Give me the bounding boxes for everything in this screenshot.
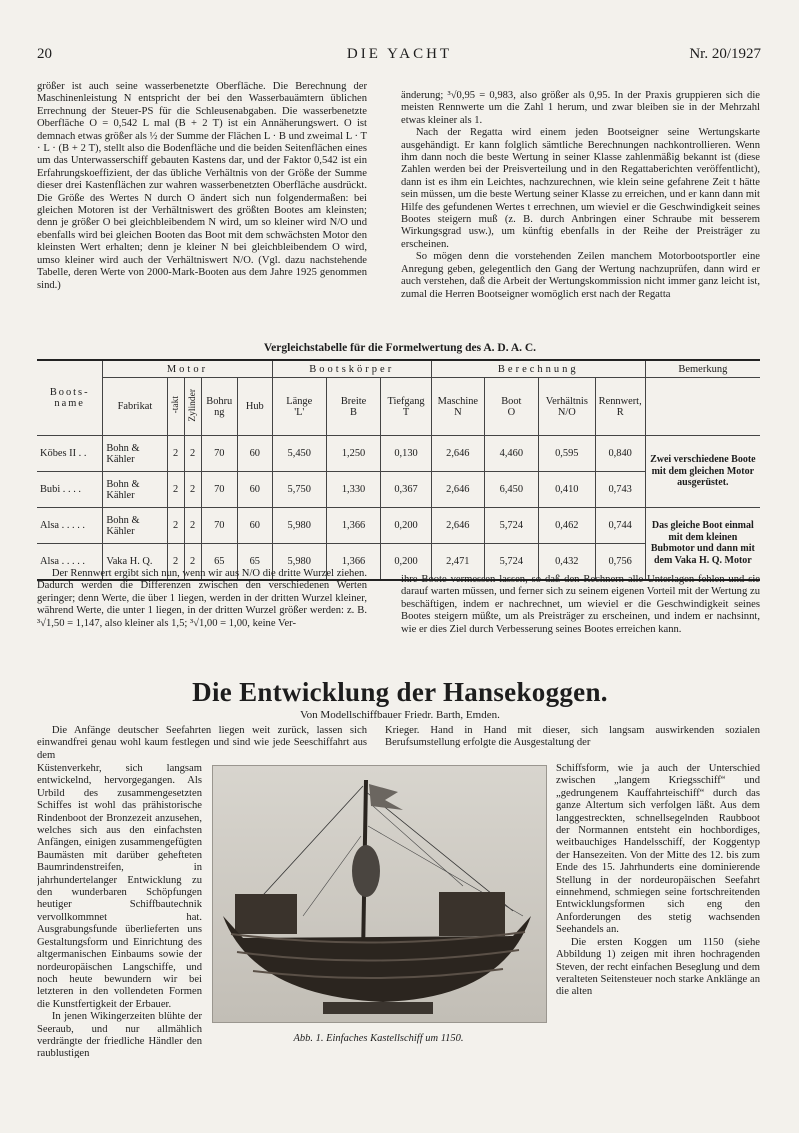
cell-verhaeltnis: 0,462	[538, 508, 595, 544]
cell-tiefgang: 0,200	[381, 508, 432, 544]
cell-bohrung: 70	[201, 472, 237, 508]
ship-illustration	[213, 766, 546, 1022]
lead-right: Krieger. Hand in Hand mit dieser, sich langsam auswirkenden sozialen Berufsumstellung erfolgte die Ausgestaltung der	[385, 725, 760, 749]
cell-maschine: 2,646	[431, 436, 484, 472]
cell-takt: 2	[167, 436, 184, 472]
col-breite: Breite B	[326, 378, 380, 436]
cell-zylinder: 2	[184, 508, 201, 544]
cell-takt: 2	[167, 508, 184, 544]
ship-photo	[212, 765, 547, 1023]
paragraph: Schiffsform, wie ja auch der Unterschied zwischen „langem Kriegsschiff“ und „gedrungenem Kauffahrteischiff“ durch das ganze Altertum sich verfolgen läßt. Aus dem langgestreckten, schnellsegelnden Raubboot der Normannen entsteht ein hochbordiges, weitbauchiges Handelsschiff, der Koggentyp der Hansezeiten. Von der Mitte des 12. bis zum Ende des 15. Jahrhunderts eine dominierende Stellung in der nordeuropäischen Seefahrt einnehmend, schmiegen seine fortschreitenden Entwicklungsformen sich eng den Anforderungen des stetig wachsenden Seehandels an.	[556, 763, 760, 936]
col-hub: Hub	[237, 378, 272, 436]
cell-boatname: Bubi . . . .	[37, 472, 103, 508]
paragraph: größer ist auch seine wasserbenetzte Oberfläche. Die Berechnung der Maschinenleistung N entspricht der bei den Wasserbauämtern üblichen Errechnung der Steuer-PS für die Schleusenabgaben. Die wasserbenetzte Oberfläche O = 0,542 L mal (B + 2 T) ist ein Annäherungswert. O ist demnach etwas größer als ½ der Summe der Flächen L · B und zweimal L · T · L · (B + 2 T), stellt also die Bodenfläche und die beiden Seitenflächen eines um das Unterwasserschiff gebauten Kastens dar, und der Faktor 0,542 ist ein Erfahrungskoeffizient, der das übliche Verhältnis von der Größe der Summe dieser drei Kastenflächen zur wahren wasserbenetzten Oberfläche ausdrückt. Die Größe des Wertes N durch O ändert sich nun folgendermaßen: bei gleichen Motoren ist der Verhältniswert des größten Bootes am kleinsten; denn je größer O bei gleichbleibendem N wird, um so kleiner wird N/O und ebenfalls wird bei gleichen Booten das Boot mit dem schwächsten Motor den kleinsten Wert erhalten; denn je kleiner N bei gleichbleibendem O wird, umso kleiner wird auch der Verhältniswert N/O. (Vgl. dazu nachstehende Tabelle, deren Werte von 2000-Mark-Booten aus dem Jahre 1925 genommen sind.)	[37, 81, 367, 291]
cell-hub: 60	[237, 472, 272, 508]
cell-hub: 65	[237, 544, 272, 580]
cell-laenge: 5,980	[272, 544, 326, 580]
comparison-table	[37, 359, 760, 581]
cell-boot: 5,724	[484, 508, 538, 544]
col-laenge: Länge 'L'	[272, 378, 326, 436]
col-boatname: Boots- name	[37, 360, 103, 436]
cell-fabrikat: Bohn & Kähler	[103, 508, 167, 544]
table-row	[37, 508, 760, 544]
page-number: 20	[37, 46, 52, 62]
cell-boatname: Alsa . . . . .	[37, 544, 103, 580]
column-article-left	[37, 763, 202, 1058]
cell-maschine: 2,646	[431, 472, 484, 508]
col-tiefgang: Tiefgang T	[381, 378, 432, 436]
cell-fabrikat: Bohn & Kähler	[103, 472, 167, 508]
cell-rennwert: 0,756	[595, 544, 645, 580]
col-rennwert: Rennwert, R	[595, 378, 645, 436]
cell-laenge: 5,450	[272, 436, 326, 472]
cell-verhaeltnis: 0,410	[538, 472, 595, 508]
group-hull: Bootskörper	[272, 360, 431, 378]
cell-rennwert: 0,840	[595, 436, 645, 472]
remark-1: Zwei verschiedene Boote mit dem gleichen Motor ausgerüstet.	[645, 436, 760, 508]
cell-bohrung: 70	[201, 508, 237, 544]
paragraph: Nach der Regatta wird einem jeden Bootseigner seine Wertungskarte ausgehändigt. Er kann folglich sämtliche Berechnungen nachkontrollieren. Wenn ihm dann noch die beste Wertung in seiner Klasse zahlenmäßig bekannt ist (diese Zahlen werden bei der Preisverteilung und in den Regattaberichten veröffentlicht), dann ist es ihm ein Leichtes, nachzurechnen, wie klein seine gefahrene Zeit t hätte sein müssen, um die beste Wertung seiner Klasse zu erreichen, und er kann dann mit Hilfe des gefundenen Wertes t errechnen, um wieviel er die Geschwindigkeit seines Bootes steigern muß (z. B. durch Anbringen einer Schraube mit besserem Wirkungsgrad usw.), um künftig ebenfalls in der Reihe der Preisträger zu erscheinen.	[401, 127, 760, 250]
cell-laenge: 5,750	[272, 472, 326, 508]
cell-breite: 1,366	[326, 544, 380, 580]
lead-left: Die Anfänge deutscher Seefahrten liegen weit zurück, lassen sich einwandfrei genau wohl kaum festlegen und sind wie jede Seeschiffahrt aus dem	[37, 725, 367, 761]
remark-2: Das gleiche Boot einmal mit dem kleinen Bubmotor und dann mit dem Vaka H. Q. Motor	[645, 508, 760, 580]
group-calc: Berechnung	[431, 360, 645, 378]
col-bohrung: Bohrung	[201, 378, 237, 436]
cell-maschine: 2,646	[431, 508, 484, 544]
group-motor: Motor	[103, 360, 272, 378]
cell-bohrung: 65	[201, 544, 237, 580]
paragraph: In jenen Wikingerzeiten blühte der Seeraub, und nur allmählich verdrängte der friedliche Händler den raublustigen	[37, 1011, 202, 1058]
col-takt: -takt	[170, 396, 181, 414]
column-article-right	[556, 763, 760, 1058]
paragraph: Die ersten Koggen um 1150 (siehe Abbildung 1) zeigen mit ihren hochragenden Steven, der recht einfachen Beseglung und dem veralteten Seitensteuer noch starke Anklänge an die alten	[556, 936, 760, 998]
cell-laenge: 5,980	[272, 508, 326, 544]
cell-tiefgang: 0,130	[381, 436, 432, 472]
article-title: Die Entwicklung der Hansekoggen.	[192, 677, 608, 707]
cell-maschine: 2,471	[431, 544, 484, 580]
magazine-title: DIE YACHT	[346, 46, 453, 62]
column-top-left	[37, 81, 367, 339]
cell-tiefgang: 0,367	[381, 472, 432, 508]
cell-fabrikat: Vaka H. Q.	[103, 544, 167, 580]
cell-boot: 4,460	[484, 436, 538, 472]
cell-takt: 2	[167, 472, 184, 508]
issue-number: Nr. 20/1927	[689, 46, 761, 62]
column-mid-left: Der Rennwert ergibt sich nun, wenn wir aus N/O die dritte Wurzel ziehen. Dadurch werden die Differenzen zwischen den verschiedenen Werten geringer; denn Werte, die über 1 liegen, werden in der dritten Wurzel kleiner, während Werte, die unter 1 liegen, in der dritten Wurzel größer werden: z. B. ³√1,50 = 1,147, also kleiner als 1,5; ³√1,00 = 1,00, keine Ver-	[37, 568, 367, 629]
cell-hub: 60	[237, 436, 272, 472]
cell-zylinder: 2	[184, 472, 201, 508]
table-row	[37, 436, 760, 472]
cell-breite: 1,250	[326, 436, 380, 472]
col-zylinder: Zylinder	[187, 388, 198, 422]
cell-rennwert: 0,744	[595, 508, 645, 544]
article-byline: Von Modellschiffbauer Friedr. Barth, Emden.	[300, 709, 500, 721]
paragraph: Küstenverkehr, sich langsam entwickelnd, hervorgegangen. Als Urbild des zusammengesetzten Schiffes ist wohl das prähistorische Rindenboot der Bronzezeit anzusehen, welches sich aus den einfachsten Anfängen, einigen zusammengefügten Baumästen mit darüber gehefteten Baumrindenstreifen, in jahrhundertelanger Entwicklung zu den wunderbaren Schöpfungen heutiger Schiffbautechnik vervollkommnet hat. Ausgrabungsfunde überlieferten uns Gestaltungsform und Einrichtung des altgermanischen Einbaums sowie der nordeuropäischen Langschiffe, und noch heute bewundern wir bei letzteren in den vollendeten Formen die Kunstfertigkeit der Erbauer.	[37, 763, 202, 1010]
cell-rennwert: 0,743	[595, 472, 645, 508]
cell-verhaeltnis: 0,595	[538, 436, 595, 472]
group-remark: Bemerkung	[645, 360, 760, 378]
col-verhaeltnis: Verhältnis N/O	[538, 378, 595, 436]
paragraph: änderung; ³√0,95 = 0,983, also größer als 0,95. In der Praxis gruppieren sich die meisten Rennwerte um die Zahl 1 herum, und zwar bleiben sie in der Mehrzahl etwas kleiner als 1.	[401, 90, 760, 126]
paragraph: So mögen denn die vorstehenden Zeilen manchem Motorbootsportler eine Anregung geben, gelegentlich den Gang der Wertung nachzuprüfen, dann wird er auch verstehen, daß die Arbeit der Wertungskommission nicht immer ganz leicht ist, zumal die Herren Bootseigner womöglich erst nach der Regatta	[401, 251, 760, 300]
cell-boatname: Köbes II . .	[37, 436, 103, 472]
cell-bohrung: 70	[201, 436, 237, 472]
col-maschine: Maschine N	[431, 378, 484, 436]
cell-tiefgang: 0,200	[381, 544, 432, 580]
cell-zylinder: 2	[184, 436, 201, 472]
cell-boot: 6,450	[484, 472, 538, 508]
table-title: Vergleichstabelle für die Formelwertung des A. D. A. C.	[263, 342, 537, 354]
column-top-right	[401, 90, 760, 338]
col-boot: Boot O	[484, 378, 538, 436]
photo-caption: Abb. 1. Einfaches Kastellschiff um 1150.	[293, 1033, 464, 1044]
cell-fabrikat: Bohn & Kähler	[103, 436, 167, 472]
cell-breite: 1,366	[326, 508, 380, 544]
col-fabrikat: Fabrikat	[103, 378, 167, 436]
cell-hub: 60	[237, 508, 272, 544]
column-mid-right: ihre Boote vermessen lassen, so daß den Rechnern alle Unterlagen fehlen und sie darauf warten müssen, und ferner sich zu seinem eigenen Vorteil mit der Wertung zu beschäftigen, indem er nachrechnet, um wieviel er die Geschwindigkeit seines Bootes steigern müßte, um als Preisträger zu erscheinen, und indem er nachsinnt, wie er dies Ziel durch Verbesserung seines Bootes erreichen kann.	[401, 574, 760, 635]
cell-zylinder: 2	[184, 544, 201, 580]
cell-boatname: Alsa . . . . .	[37, 508, 103, 544]
cell-takt: 2	[167, 544, 184, 580]
cell-boot: 5,724	[484, 544, 538, 580]
cell-verhaeltnis: 0,432	[538, 544, 595, 580]
cell-breite: 1,330	[326, 472, 380, 508]
